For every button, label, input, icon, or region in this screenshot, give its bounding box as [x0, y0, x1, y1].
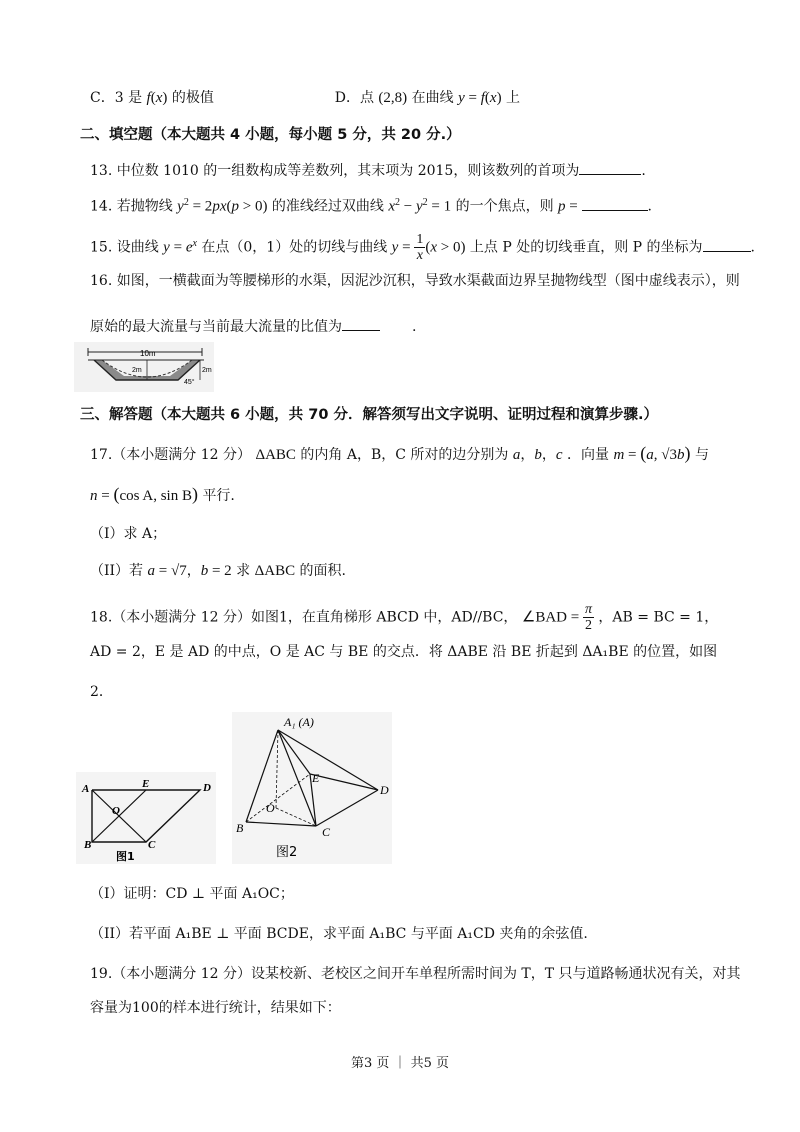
canal-width-label: 10m [140, 349, 156, 358]
figure-2-pyramid [232, 712, 392, 864]
q12-option-d-tail: 上 [506, 90, 521, 106]
q15-part-a: 15. 设曲线 [90, 239, 159, 256]
figure-1-trapezoid [76, 772, 216, 864]
svg-text:D: D [203, 782, 211, 794]
canal-angle-label: 45° [184, 379, 195, 386]
q12-option-d: D．点 [334, 90, 374, 106]
q17-tail: 与 [694, 447, 709, 463]
q14-end: . [647, 198, 652, 215]
canal-cross-section-figure [74, 342, 214, 392]
svg-text:E: E [142, 778, 150, 790]
q12-option-d-point: (2,8) [378, 90, 408, 106]
section-fill-in-heading: 二、填空题（本大题共 4 小题，每小题 5 分，共 20 分.） [80, 127, 461, 143]
q14: 14. 若抛物线 $y^2 = 2px(p > 0)$ 的准线经过双曲线 $x^2 - y^2 = 1$ 的一个焦点，则 p = . [90, 197, 652, 215]
section-solutions-heading: 三、解答题（本大题共 6 小题，共 70 分．解答须写出文字说明、证明过程和演算步骤.） [80, 407, 658, 423]
q13-end: . [641, 163, 646, 179]
q17-part2-c: 的面积. [299, 563, 346, 579]
svg-text:D: D [380, 783, 389, 797]
svg-text:C: C [148, 839, 156, 851]
q13 [90, 160, 646, 181]
q16-line2 [90, 316, 416, 337]
q17-line1: 17.（本小题满分 12 分） ΔABC 的内角 A，B，C 所对的边分别为 a，b，c ．向量 m = (a, √3b) 与 [90, 443, 709, 463]
q18-intro: 18.（本小题满分 12 分）如图1，在直角梯形 ABCD 中，AD//BC， [90, 609, 518, 626]
svg-text:O: O [112, 805, 120, 817]
q14-part-c: 的一个焦点，则 [455, 198, 554, 215]
figure-2-apex-label: A₁ (A) [284, 715, 314, 729]
q16-answer-blank[interactable] [342, 316, 380, 331]
q17-part2-a: （II）若 [90, 563, 144, 579]
figure-2-caption: 图2 [276, 845, 298, 860]
svg-text:C: C [322, 825, 331, 839]
q12-option-c: C．3 是 [90, 90, 143, 106]
q17-intro: 17.（本小题满分 12 分） [90, 447, 251, 463]
q18-part1: （I）证明：CD ⊥ 平面 A₁OC； [90, 886, 294, 902]
q18-line2: AD = 2，E 是 AD 的中点，O 是 AC 与 BE 的交点．将 ΔABE 沿 BE 折起到 ΔA₁BE 的位置，如图 [90, 644, 718, 660]
q19-line1: 19.（本小题满分 12 分）设某校新、老校区之间开车单程所需时间为 T，T 只与道路畅通状况有关，对其 [90, 966, 741, 982]
figure-1-caption: 图1 [116, 850, 135, 863]
q17-part1: （I）求 A； [90, 526, 167, 542]
q17-line2-tail: 平行. [202, 488, 235, 504]
q15-part-c: 上点 P 处的切线垂直，则 P 的坐标为 [469, 239, 703, 256]
q19-line2: 容量为100的样本进行统计，结果如下： [90, 1000, 341, 1016]
page-number-footer: 第3 页 ｜ 共5 页 [350, 1056, 450, 1071]
q15-end: . [750, 239, 755, 256]
q15: 15. 设曲线 $y = e^x$ 在点（0，1）处的切线与曲线 y = $\frac{1}{x}$ (x > 0) 上点 P 处的切线垂直，则 P 的坐标为 . [90, 232, 755, 263]
q18-line1: 18.（本小题满分 12 分）如图1，在直角梯形 ABCD 中，AD//BC， ∠BAD = $\frac{\pi}{2}$ ，AB = BC = 1， [90, 602, 719, 633]
q14-answer-blank[interactable] [582, 196, 648, 211]
svg-text:E: E [312, 771, 320, 785]
q16-line1: 16. 如图，一横截面为等腰梯形的水渠，因泥沙沉积，导致水渠截面边界呈抛物线型（图中虚线表示），则 [90, 273, 740, 289]
q12-option-d-mid: 在曲线 [411, 90, 454, 106]
q16-end: . [412, 319, 417, 335]
q13-text: 13. 中位数 1010 的一组数构成等差数列，其末项为 2015，则该数列的首项为 [90, 163, 580, 179]
svg-text:B: B [84, 839, 92, 851]
q17-mid2: ．向量 [566, 447, 609, 463]
q17-part2-b: 求 [236, 563, 251, 579]
q18-line3: 2． [90, 684, 113, 700]
canal-side-depth-label: 2m [202, 367, 212, 374]
q18-mid: ，AB = BC = 1， [598, 609, 719, 626]
q14-part-b: 的准线经过双曲线 [271, 198, 384, 215]
svg-text:A: A [82, 783, 90, 795]
q18-part2: （II）若平面 A₁BE ⊥ 平面 BCDE，求平面 A₁BC 与平面 A₁CD 夹角的余弦值. [90, 926, 588, 942]
canal-depth-label: 2m [132, 367, 142, 374]
q17-part2: （II）若 a = √7，b = 2 求 ΔABC 的面积. [90, 563, 346, 579]
q17-mid1: 的内角 A，B，C 所对的边分别为 [300, 447, 509, 463]
q12-options: C．3 是 f(x) 的极值 D．点 (2,8) 在曲线 y = f(x) 上 [90, 90, 521, 106]
q15-answer-blank[interactable] [703, 237, 751, 252]
svg-text:B: B [236, 821, 244, 835]
q16-line2-text: 原始的最大流量与当前最大流量的比值为 [90, 319, 342, 335]
q17-line2: n = (cos A, sin B) 平行. [90, 484, 235, 504]
q14-part-a: 14. 若抛物线 [90, 198, 173, 215]
q13-answer-blank[interactable] [579, 160, 641, 175]
q12-option-c-tail: 的极值 [171, 90, 214, 106]
svg-text:O: O [266, 801, 275, 815]
q15-part-b: 在点（0，1）处的切线与曲线 [201, 239, 388, 256]
